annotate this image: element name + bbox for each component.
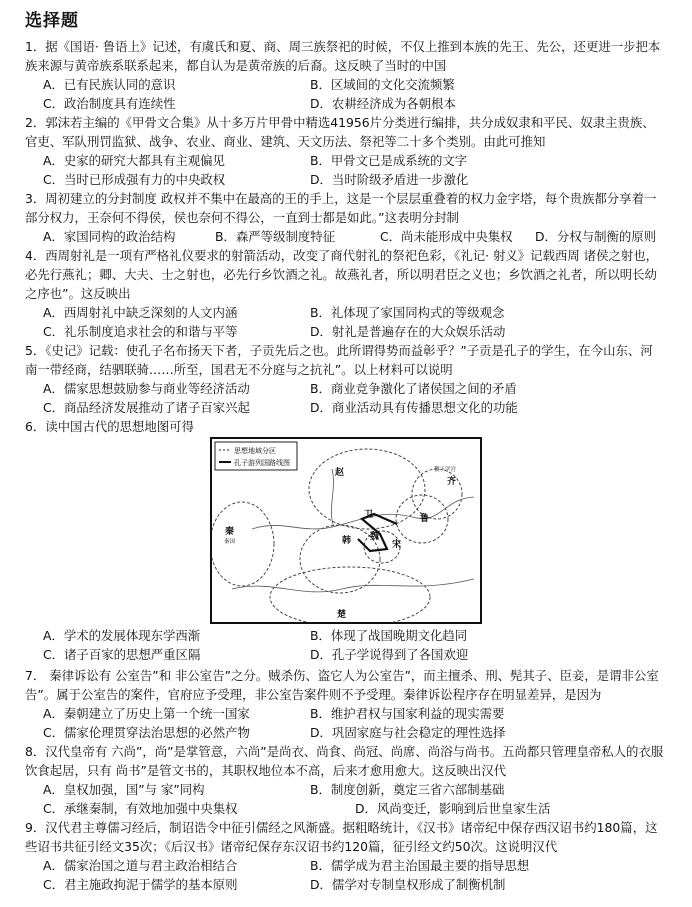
map-label-song: 宋 [392,540,402,550]
option-d[interactable]: D．孔子学说得到了各国欢迎 [310,647,469,662]
question-1 [25,37,665,113]
map-label-qin: 秦 [225,527,235,537]
map-label-zhao: 赵 [335,468,345,478]
section-title: 选择题 [25,11,79,31]
option-a[interactable]: A．已有民族认同的意识 [43,77,176,92]
rivers [232,469,474,592]
option-b[interactable]: B．区域间的文化交流频繁 [310,77,455,92]
option-d[interactable]: D．儒学对专制皇权形成了制衡机制 [310,877,506,892]
option-c[interactable]: C．尚未能形成中央集权 [380,229,513,244]
option-c[interactable]: C．礼乐制度追求社会的和谐与平等 [43,324,238,339]
option-a[interactable]: A．皇权加强，国”与 家”同构 [43,782,205,797]
option-b[interactable]: B．维护君权与国家利益的现实需要 [310,706,505,721]
option-d[interactable]: D．风尚变迁，影响到后世皇家生活 [355,801,551,816]
option-d[interactable]: D．巩固家庭与社会稳定的理性选择 [310,725,506,740]
option-d[interactable]: D．农耕经济成为各朝根本 [310,96,456,111]
map-label-han: 韩 [342,536,352,546]
question-text: 1．据《国语· 鲁语上》记述，有虞氏和夏、商、周三族祭祀的时候，不仅上推到本族的先王、先公，还更进一步把本族来源与黄帝族系联系起来，都自认为是黄帝族的后裔。这反映了当时的中国 [25,39,661,73]
option-b[interactable]: B．礼体现了家国同构式的等级观念 [310,305,505,320]
option-b[interactable]: B．制度创新，奠定三省六部制基础 [310,782,505,797]
question-text: 8．汉代皇帝有 六尚”，尚”是掌管意，六尚”是尚衣、尚食、尚冠、尚席、尚浴与尚书。五尚都只管理皇帝私人的衣服饮食起居，只有 尚书”是管文书的，其职权地位本不高，后来才愈用愈大。这反映出汉代 [25,744,664,778]
question-6-options [25,626,665,664]
option-b[interactable]: B．体现了战国晚期文化趋同 [310,628,468,643]
question-text: 4．西周射礼是一项有严格礼仪要求的射箭活动，改变了商代射礼的祭祀色彩，《礼记· 射义》记载西周 诸侯之射也，必先行燕礼；卿、大夫、士之射也，必先行乡饮酒之礼。故燕礼者，所以明君臣之义也；乡饮酒之礼者，所以明长幼之序也”。这反映出 [25,248,659,301]
question-8 [25,742,665,818]
option-a[interactable]: A．西周射礼中缺乏深刻的人文内涵 [43,305,238,320]
question-text: 5．《史记》记载：使孔子名布扬天下者，子贡先后之也。此所谓得势而益彰乎？”子贡是孔子的学生，在今山东、河南一带经商，结驷联骑……所至，国君无不分庭与之抗礼”。以上材料可以说明 [25,343,653,377]
legend-region-label: 思想地域分区 [234,447,276,455]
option-c[interactable]: C．当时已形成强有力的中央政权 [43,172,226,187]
question-4 [25,246,665,341]
question-5 [25,341,665,417]
map-label-qi: 齐 [447,477,457,487]
map-label-wei-north: 卫 [364,510,374,520]
option-a[interactable]: A．家国同构的政治结构 [43,229,176,244]
option-b[interactable]: B．儒学成为君主治国最主要的指导思想 [310,858,530,873]
question-text: 6．读中国古代的思想地图可得 [25,419,194,434]
option-a[interactable]: A．儒家思想鼓励参与商业等经济活动 [43,381,250,396]
option-d[interactable]: D．商业活动具有传播思想文化的功能 [310,400,518,415]
option-b[interactable]: B．商业竞争激化了诸侯国之间的矛盾 [310,381,517,396]
map-label-lu: 鲁 [420,514,430,524]
option-c[interactable]: C．承继秦制，有效地加强中央集权 [43,801,238,816]
question-text: 2．郭沫若主编的《甲骨文合集》从十多万片甲骨中精选41956片分类进行编排，共分成奴隶和平民、奴隶主贵族、官吏、军队刑罚监狱、战争、农业、商业、建筑、天文历法、祭祀等二十多个类别。由此可推知 [25,115,655,149]
legend-route-label: 孔子游列国路线图 [234,459,290,467]
question-text: 3．周初建立的分封制度 政权并不集中在最高的王的手上，这是一个层层重叠着的权力金字塔，每个贵族都分享着一部分权力，王奈何不得侯，侯也奈何不得公，一直到士都是如此。”这表明分封制 [25,191,657,225]
option-a[interactable]: A．史家的研究大都具有主观偏见 [43,153,225,168]
thought-map [210,437,482,624]
map-label-wei: 魏 [370,532,380,542]
option-d[interactable]: D．分权与制衡的原则 [535,229,657,244]
option-c[interactable]: C．商品经济发展推动了诸子百家兴起 [43,400,250,415]
option-d[interactable]: D．当时阶级矛盾进一步激化 [310,172,469,187]
option-b[interactable]: B．甲骨文已是成系统的文字 [310,153,468,168]
question-6 [25,417,665,436]
option-a[interactable]: A．秦朝建立了历史上第一个统一国家 [43,706,250,721]
question-7 [25,666,665,742]
map-label-jixia: 稷下学宫 [434,467,457,473]
option-a[interactable]: A．儒家治国之道与君主政治相结合 [43,858,238,873]
option-b[interactable]: B．森严等级制度特征 [215,229,336,244]
map-label-qin-small: 秦国 [224,539,236,545]
question-2 [25,113,665,189]
question-3 [25,189,665,246]
option-c[interactable]: C．君主施政拘泥于儒学的基本原则 [43,877,238,892]
map-label-chu: 楚 [337,610,347,620]
option-c[interactable]: C．政治制度具有连续性 [43,96,176,111]
map-svg [212,439,480,622]
option-d[interactable]: D．射礼是普遍存在的大众娱乐活动 [310,324,506,339]
question-text: 9．汉代君主尊儒习经后，制诏诰令中征引儒经之风渐盛。据粗略统计，《汉书》诸帝纪中保存西汉诏书约180篇，这些诏书共征引经文35次；《后汉书》诸帝纪保存东汉诏书约120篇，征引经文约50次。这说明汉代 [25,820,658,854]
question-text: 7． 秦律诉讼有 公室告”和 非公室告”之分。贼杀伤、盗它人为公室告”，而主擅杀、刑、髡其子、臣妾，是谓非公室告”。属于公室告的案件，官府应予受理，非公室告案件则不予受理。秦律诉讼程序存在明显差异，是因为 [25,668,659,702]
option-a[interactable]: A．学术的发展体现东学西渐 [43,628,201,643]
option-c[interactable]: C．诸子百家的思想严重区隔 [43,647,201,662]
option-c[interactable]: C．儒家伦理贯穿法治思想的必然产物 [43,725,250,740]
question-9 [25,818,665,894]
